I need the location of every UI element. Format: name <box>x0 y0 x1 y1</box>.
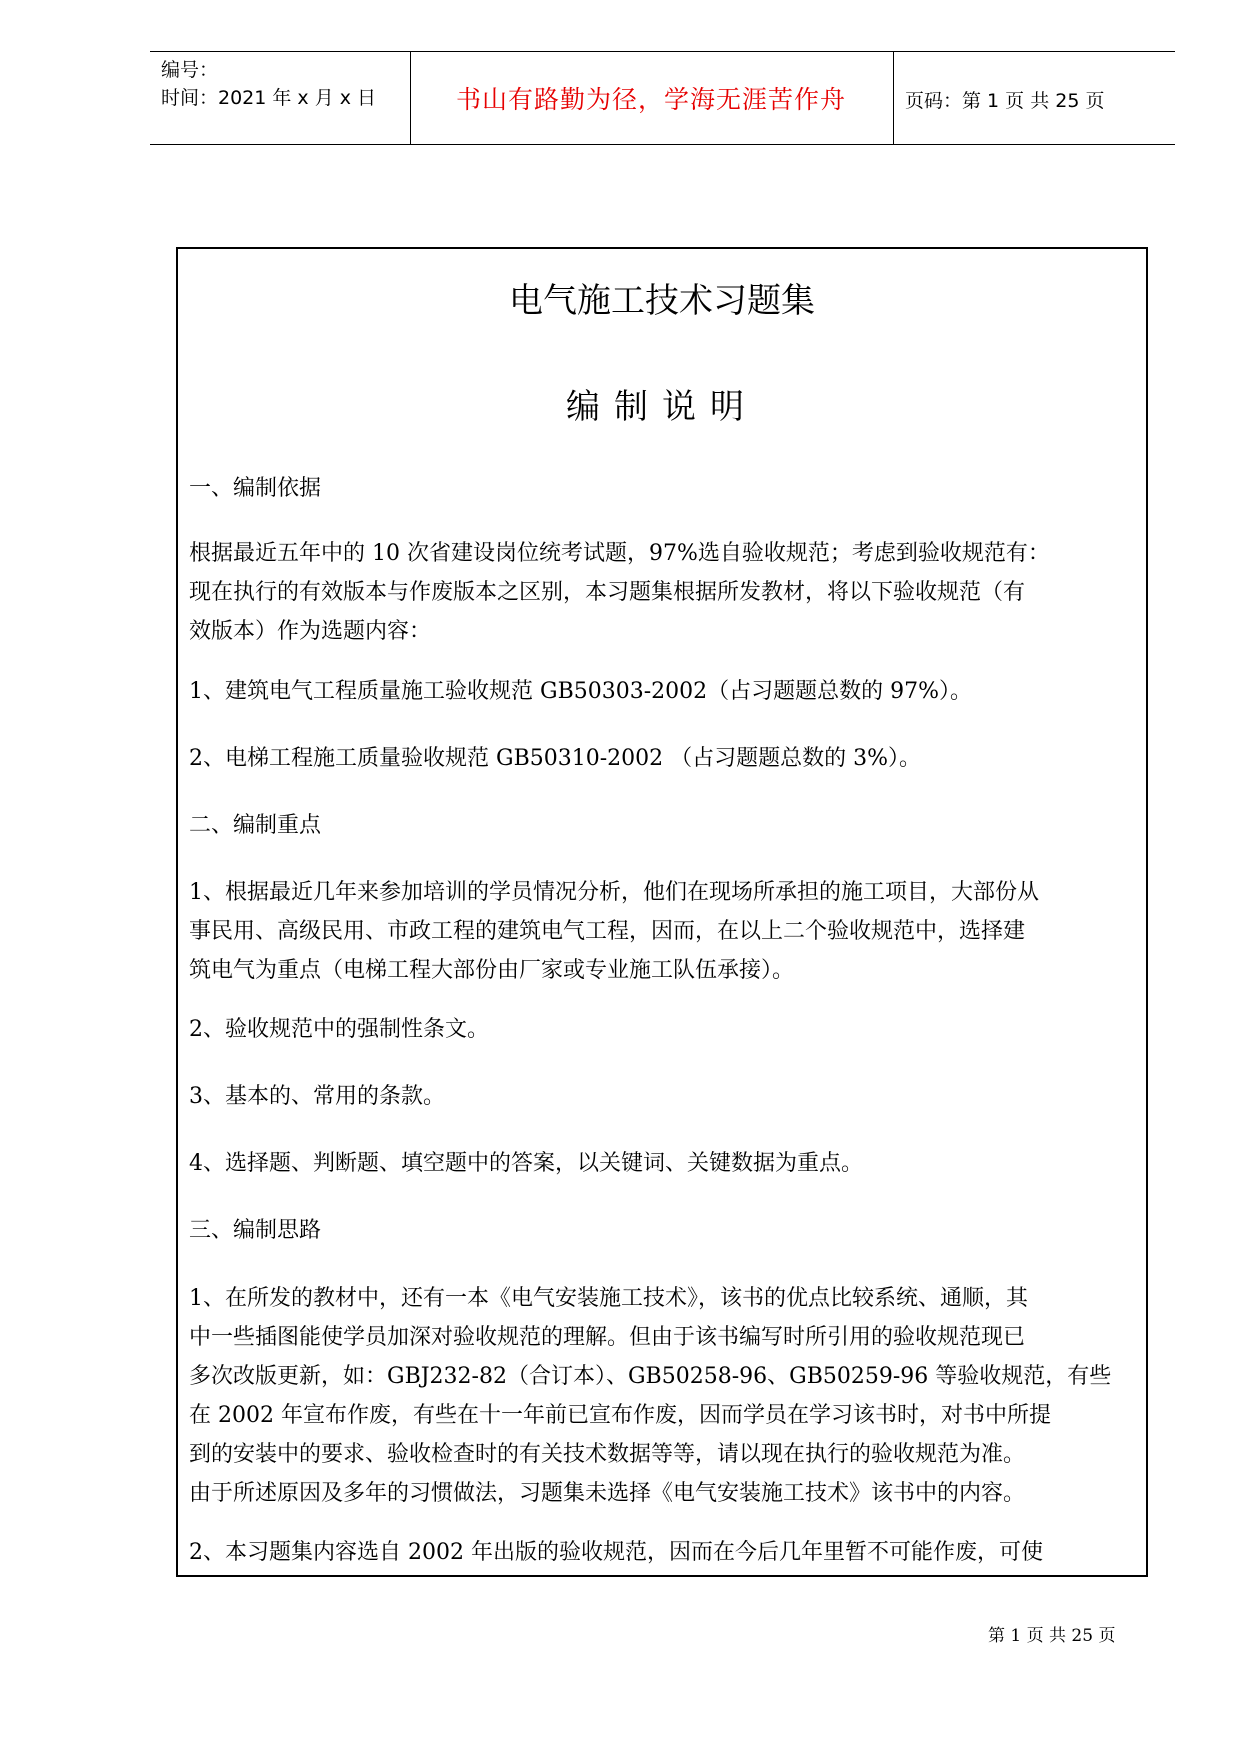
paragraph-line: 根据最近五年中的 10 次省建设岗位统考试题，97%选自验收规范；考虑到验收规范有： <box>189 541 1050 566</box>
header-bottom-rule <box>150 144 1175 145</box>
document-body <box>176 247 1148 1577</box>
header-motto: 书山有路勤为径，学海无涯苦作舟 <box>455 85 846 114</box>
section3-heading: 三、编制思路 <box>189 1218 322 1243</box>
section1-heading: 一、编制依据 <box>189 476 322 501</box>
section2-heading: 二、编制重点 <box>189 813 322 838</box>
document-title: 电气施工技术习题集 <box>509 281 815 321</box>
header-page-info: 页码：第 1 页 共 25 页 <box>905 90 1105 112</box>
footer-page-number: 第 1 页 共 25 页 <box>988 1626 1116 1646</box>
document-number-label: 编号： <box>161 59 219 81</box>
document-subtitle: 编制说明 <box>566 387 758 427</box>
header-top-rule <box>150 51 1175 52</box>
paragraph-line: 筑电气为重点（电梯工程大部份由厂家或专业施工队伍承接）。 <box>189 958 795 983</box>
header-divider-right <box>893 51 894 145</box>
paragraph-line: 1、在所发的教材中，还有一本《电气安装施工技术》，该书的优点比较系统、通顺，其 <box>189 1286 1028 1311</box>
section2-item-4: 4、选择题、判断题、填空题中的答案，以关键词、关键数据为重点。 <box>189 1151 863 1176</box>
paragraph-line: 事民用、高级民用、市政工程的建筑电气工程，因而，在以上二个验收规范中，选择建 <box>189 919 1026 944</box>
paragraph-line: 到的安装中的要求、验收检查时的有关技术数据等等，请以现在执行的验收规范为准。 <box>189 1442 1026 1467</box>
section2-item-3: 3、基本的、常用的条款。 <box>189 1084 445 1109</box>
section1-paragraph <box>189 534 1139 651</box>
paragraph-line: 现在执行的有效版本与作废版本之区别，本习题集根据所发教材，将以下验收规范（有 <box>189 580 1026 605</box>
section2-item-1 <box>189 873 1139 990</box>
header-info <box>161 56 376 112</box>
paragraph-line: 中一些插图能使学员加深对验收规范的理解。但由于该书编写时所引用的验收规范现已 <box>189 1325 1026 1350</box>
section3-item-1 <box>189 1279 1139 1513</box>
document-date-label: 时间：2021 年 x 月 x 日 <box>161 87 377 109</box>
section1-item-1: 1、建筑电气工程质量施工验收规范 GB50303-2002（占习题题总数的 97%）。 <box>189 679 973 704</box>
paragraph-line: 1、根据最近几年来参加培训的学员情况分析，他们在现场所承担的施工项目，大部份从 <box>189 880 1039 905</box>
paragraph-line: 由于所述原因及多年的习惯做法，习题集未选择《电气安装施工技术》该书中的内容。 <box>189 1481 1026 1506</box>
section2-item-2: 2、验收规范中的强制性条文。 <box>189 1017 489 1042</box>
section1-item-2: 2、电梯工程施工质量验收规范 GB50310-2002 （占习题题总数的 3%）。 <box>189 746 922 771</box>
paragraph-line: 多次改版更新，如：GBJ232-82（合订本）、GB50258-96、GB50259-96 等验收规范，有些 <box>189 1364 1112 1389</box>
section3-item-2: 2、本习题集内容选自 2002 年出版的验收规范，因而在今后几年里暂不可能作废，可使 <box>189 1540 1043 1565</box>
paragraph-line: 在 2002 年宣布作废，有些在十一年前已宣布作废，因而学员在学习该书时，对书中所提 <box>189 1403 1051 1428</box>
paragraph-line: 效版本）作为选题内容： <box>189 619 432 644</box>
